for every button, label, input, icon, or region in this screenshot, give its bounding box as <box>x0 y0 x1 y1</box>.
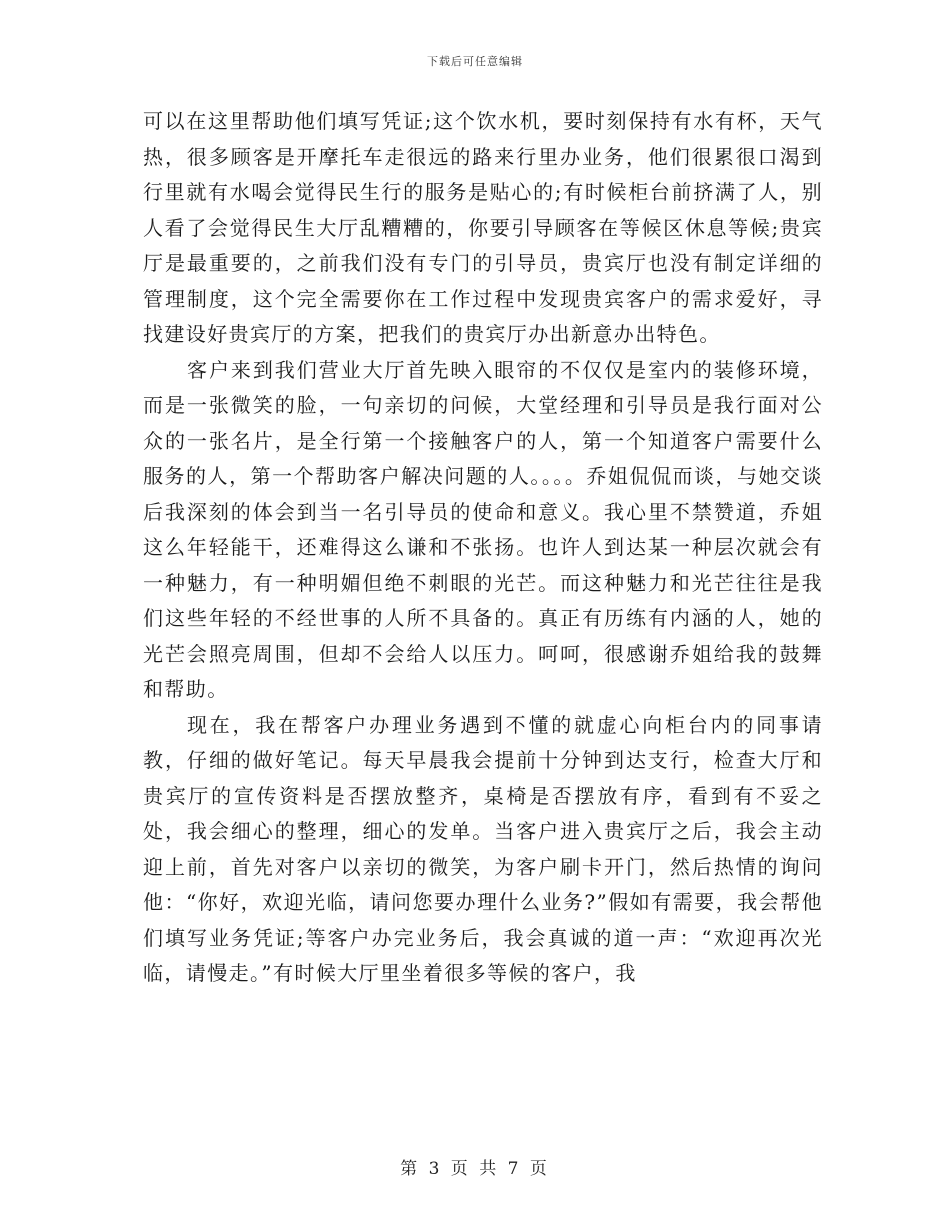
document-body <box>143 104 823 992</box>
paragraph: 现在，我在帮客户办理业务遇到不懂的就虚心向柜台内的同事请教，仔细的做好笔记。每天早晨我会提前十分钟到达支行，检查大厅和贵宾厅的宣传资料是否摆放整齐，桌椅是否摆放有序，看到有不妥之处，我会细心的整理，细心的发单。当客户进入贵宾厅之后，我会主动迎上前，首先对客户以亲切的微笑，为客户刷卡开门，然后热情的询问他：“你好，欢迎光临，请问您要办理什么业务?”假如有需要，我会帮他们填写业务凭证;等客户办完业务后，我会真诚的道一声：“欢迎再次光临，请慢走。”有时候大厅里坐着很多等候的客户，我 <box>143 712 823 985</box>
paragraph-continued: 可以在这里帮助他们填写凭证;这个饮水机，要时刻保持有水有杯，天气热，很多顾客是开摩托车走很远的路来行里办业务，他们很累很口渴到行里就有水喝会觉得民生行的服务是贴心的;有时候柜台前挤满了人，别人看了会觉得民生大厅乱糟糟的，你要引导顾客在等候区休息等候;贵宾厅是最重要的，之前我们没有专门的引导员，贵宾厅也没有制定详细的管理制度，这个完全需要你在工作过程中发现贵宾客户的需求爱好，寻找建设好贵宾厅的方案，把我们的贵宾厅办出新意办出特色。 <box>143 109 823 346</box>
page-header-note: 下载后可任意编辑 <box>427 55 523 68</box>
paragraph: 客户来到我们营业大厅首先映入眼帘的不仅仅是室内的装修环境，而是一张微笑的脸，一句亲切的问候，大堂经理和引导员是我行面对公众的一张名片，是全行第一个接触客户的人，第一个知道客户需要什么服务的人，第一个帮助客户解决问题的人。。。。乔姐侃侃而谈，与她交谈后我深刻的体会到当一名引导员的使命和意义。我心里不禁赞道，乔姐这么年轻能干，还难得这么谦和不张扬。也许人到达某一种层次就会有一种魅力，有一种明媚但绝不刺眼的光芒。而这种魅力和光芒往往是我们这些年轻的不经世事的人所不具备的。真正有历练有内涵的人，她的光芒会照亮周围，但却不会给人以压力。呵呵，很感谢乔姐给我的鼓舞和帮助。 <box>143 357 823 701</box>
page-number: 第 3 页 共 7 页 <box>400 1159 550 1179</box>
